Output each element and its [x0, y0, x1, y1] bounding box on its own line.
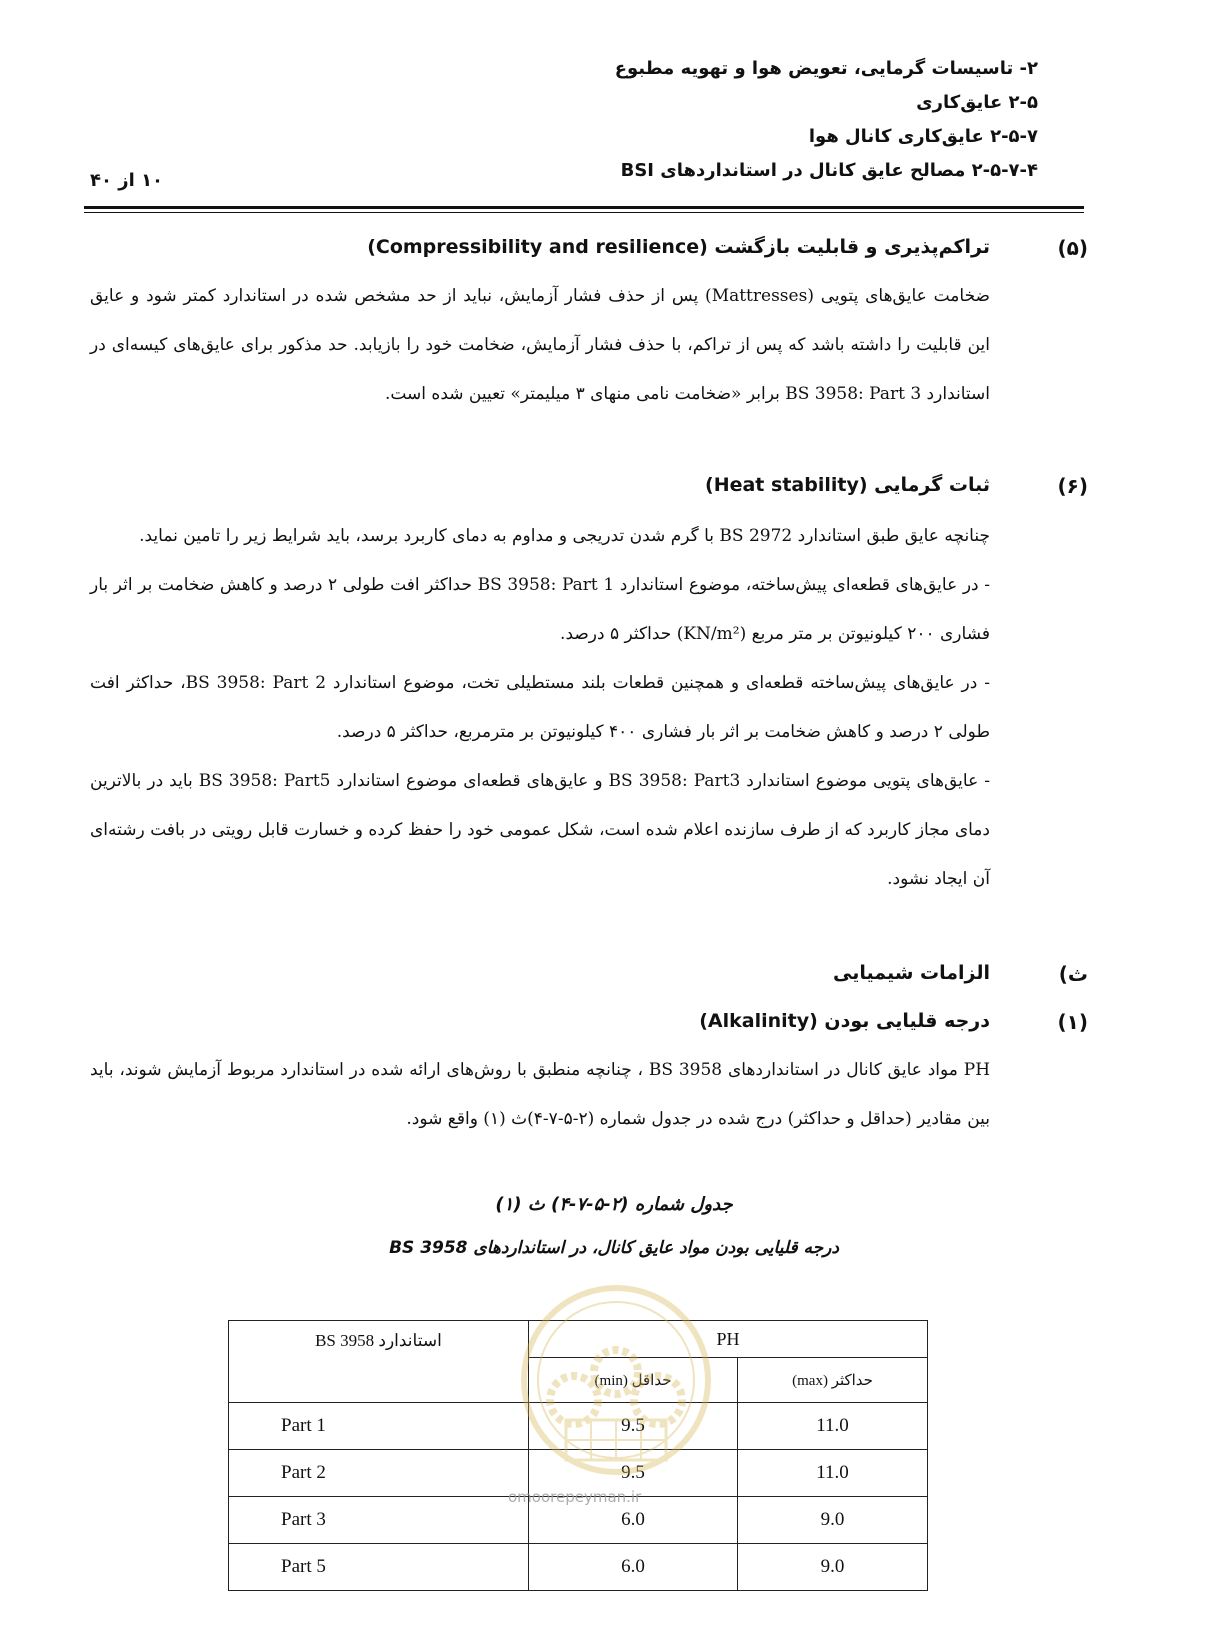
row-min: 6.0: [528, 1497, 737, 1544]
section6-title: ثبات گرمایی (Heat stability): [705, 474, 990, 496]
row-max: 9.0: [738, 1497, 928, 1544]
row-max: 11.0: [738, 1403, 928, 1450]
section6-number: (۶): [1057, 474, 1088, 498]
section5-number: (۵): [1057, 236, 1088, 260]
section6-bullet2: - در عایق‌های پیش‌ساخته قطعه‌ای و همچنین قطعات بلند مستطیلی تخت، موضوع استاندارد BS 3958: Part 2، حداکثر افت طولی ۲ درصد و کاهش ضخامت بر اثر بار فشاری ۴۰۰ کیلونیوتن بر مترمربع، حداکثر ۵ درصد.: [90, 673, 990, 742]
row-max: 9.0: [738, 1544, 928, 1591]
row-part: Part 3: [229, 1497, 529, 1544]
section6-intro: چنانچه عایق طبق استاندارد BS 2972 با گرم شدن تدریجی و مداوم به دمای کاربرد برسد، باید شرایط زیر را تامین نماید.: [139, 526, 990, 546]
section6-bullet1: - در عایق‌های قطعه‌ای پیش‌ساخته، موضوع استاندارد BS 3958: Part 1 حداکثر افت طولی ۲ درصد و کاهش ضخامت بر اثر بار فشاری ۲۰۰ کیلونیوتن بر متر مربع (KN/m²) حداکثر ۵ درصد.: [90, 575, 990, 644]
section6-bullet3: - عایق‌های پتویی موضوع استاندارد BS 3958: Part3 و عایق‌های قطعه‌ای موضوع استاندارد BS 3958: Part5 باید در بالاترین دمای مجاز کاربرد که از طرف سازنده اعلام شده است، شکل عمومی خود را حفظ کرده و خسارت قابل رویتی در بافت رشته‌ای آن ایجاد نشود.: [90, 771, 990, 889]
header-divider-thin: [84, 212, 1084, 213]
table-subcaption: درجه قلیایی بودن مواد عایق کانال، در استانداردهای BS 3958: [389, 1238, 839, 1258]
row-part: Part 1: [229, 1403, 529, 1450]
section1-body: PH مواد عایق کانال در استانداردهای BS 3958 ، چنانچه منطبق با روش‌های ارائه شده در استاندارد مربوط آزمایش شوند، باید بین مقادیر (حداقل و حداکثر) درج شده در جدول شماره (۲-۵-۷-۴)ث (۱) واقع شود.: [90, 1060, 991, 1129]
row-part: Part 2: [229, 1450, 529, 1497]
header-chapter: ۲- تاسیسات گرمایی، تعویض هوا و تهویه مطبوع: [614, 58, 1038, 79]
row-min: 9.5: [528, 1450, 737, 1497]
watermark-url: omoorepeyman.ir: [508, 1488, 642, 1506]
table-row: [229, 1544, 928, 1591]
section1-title: درجه قلیایی بودن (Alkalinity): [699, 1010, 990, 1032]
table-caption: جدول شماره (۲-۵-۷-۴) ث (۱): [495, 1194, 733, 1215]
header-section: ۲-۵ عایق‌کاری: [916, 92, 1038, 113]
header-divider: [84, 206, 1084, 209]
header-subsection: ۲-۵-۷ عایق‌کاری کانال هوا: [808, 126, 1038, 147]
ph-table: [228, 1320, 928, 1591]
row-max: 11.0: [738, 1450, 928, 1497]
header-topic: ۲-۵-۷-۴ مصالح عایق کانال در استانداردهای BSI: [620, 160, 1038, 181]
table-header-max: حداکثر (max): [738, 1358, 928, 1403]
page-number: ۱۰ از ۴۰: [90, 170, 164, 191]
row-min: 9.5: [528, 1403, 737, 1450]
section1-number: (۱): [1057, 1010, 1088, 1034]
table-row: [229, 1403, 928, 1450]
section5-title: تراکم‌پذیری و قابلیت بازگشت (Compressibility and resilience): [367, 236, 990, 258]
sectionth-number: ث): [1058, 962, 1088, 986]
sectionth-title: الزامات شیمیایی: [832, 962, 990, 984]
table-header-min: حداقل (min): [528, 1358, 737, 1403]
table-header-ph: PH: [528, 1321, 927, 1358]
row-part: Part 5: [229, 1544, 529, 1591]
section5-body: ضخامت عایق‌های پتویی (Mattresses) پس از حذف فشار آزمایش، نباید از حد مشخص شده در استاندارد کمتر شود و عایق این قابلیت را داشته باشد که پس از تراکم، با حذف فشار آزمایش، ضخامت خود را بازیابد. حد مذکور برای عایق‌های کیسه‌ای در استاندارد BS 3958: Part 3 برابر «ضخامت نامی منهای ۳ میلیمتر» تعیین شده است.: [90, 286, 990, 404]
row-min: 6.0: [528, 1544, 737, 1591]
table-header-standard: استاندارد BS 3958: [229, 1321, 529, 1403]
